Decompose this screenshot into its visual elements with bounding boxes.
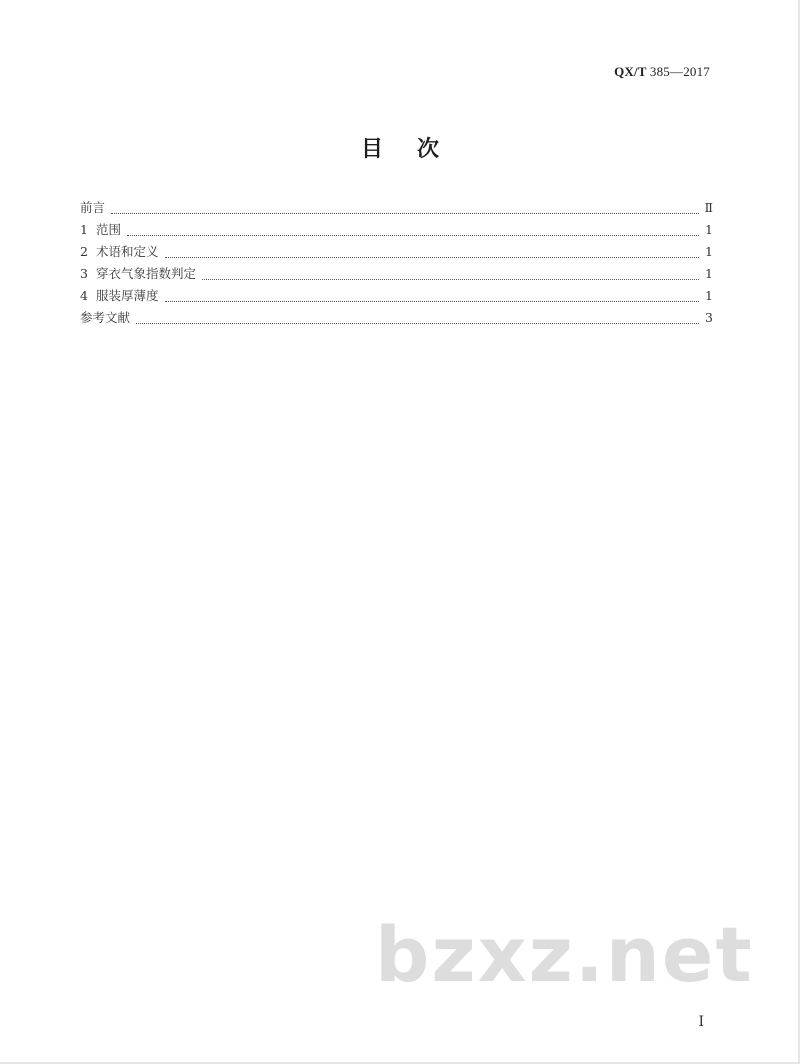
toc-entry-label: 服装厚薄度	[96, 288, 159, 303]
toc-entry-number: 3	[80, 266, 88, 281]
toc-leader-dots	[202, 279, 699, 280]
toc-entry-scope[interactable]	[80, 219, 713, 241]
toc-leader-dots	[127, 235, 699, 236]
toc-entry-page: 3	[705, 310, 713, 325]
toc-entry-foreword[interactable]	[80, 197, 713, 219]
page-title: 目次	[360, 137, 473, 162]
toc-leader-dots	[165, 257, 699, 258]
toc-entry-clothing-thickness[interactable]	[80, 285, 713, 307]
toc-entry-terms[interactable]	[80, 241, 713, 263]
toc-entry-number: 2	[80, 244, 88, 259]
toc-entry-label: 参考文献	[80, 310, 131, 325]
toc-entry-references[interactable]	[80, 307, 713, 329]
toc-entry-label: 术语和定义	[96, 244, 159, 259]
toc-entry-clothing-index[interactable]	[80, 263, 713, 285]
toc-entry-label: 穿衣气象指数判定	[96, 266, 197, 281]
toc-entry-page: 1	[705, 266, 713, 281]
toc-entry-page: 1	[705, 288, 713, 303]
standard-number: 385—2017	[649, 64, 710, 79]
standard-prefix: QX/T	[614, 64, 647, 79]
page-number: I	[698, 1014, 704, 1030]
table-of-contents	[80, 197, 713, 329]
watermark: bzxz.net	[375, 910, 754, 999]
toc-entry-number: 4	[80, 288, 88, 303]
toc-leader-dots	[165, 301, 699, 302]
toc-entry-page: 1	[705, 222, 713, 237]
toc-entry-label: 前言	[80, 200, 106, 215]
toc-entry-number: 1	[80, 222, 88, 237]
standard-code	[614, 64, 710, 80]
toc-entry-page: 1	[705, 244, 713, 259]
toc-leader-dots	[111, 213, 698, 214]
toc-entry-label: 范围	[96, 222, 122, 237]
toc-leader-dots	[136, 323, 699, 324]
toc-entry-page: Ⅱ	[704, 200, 713, 215]
